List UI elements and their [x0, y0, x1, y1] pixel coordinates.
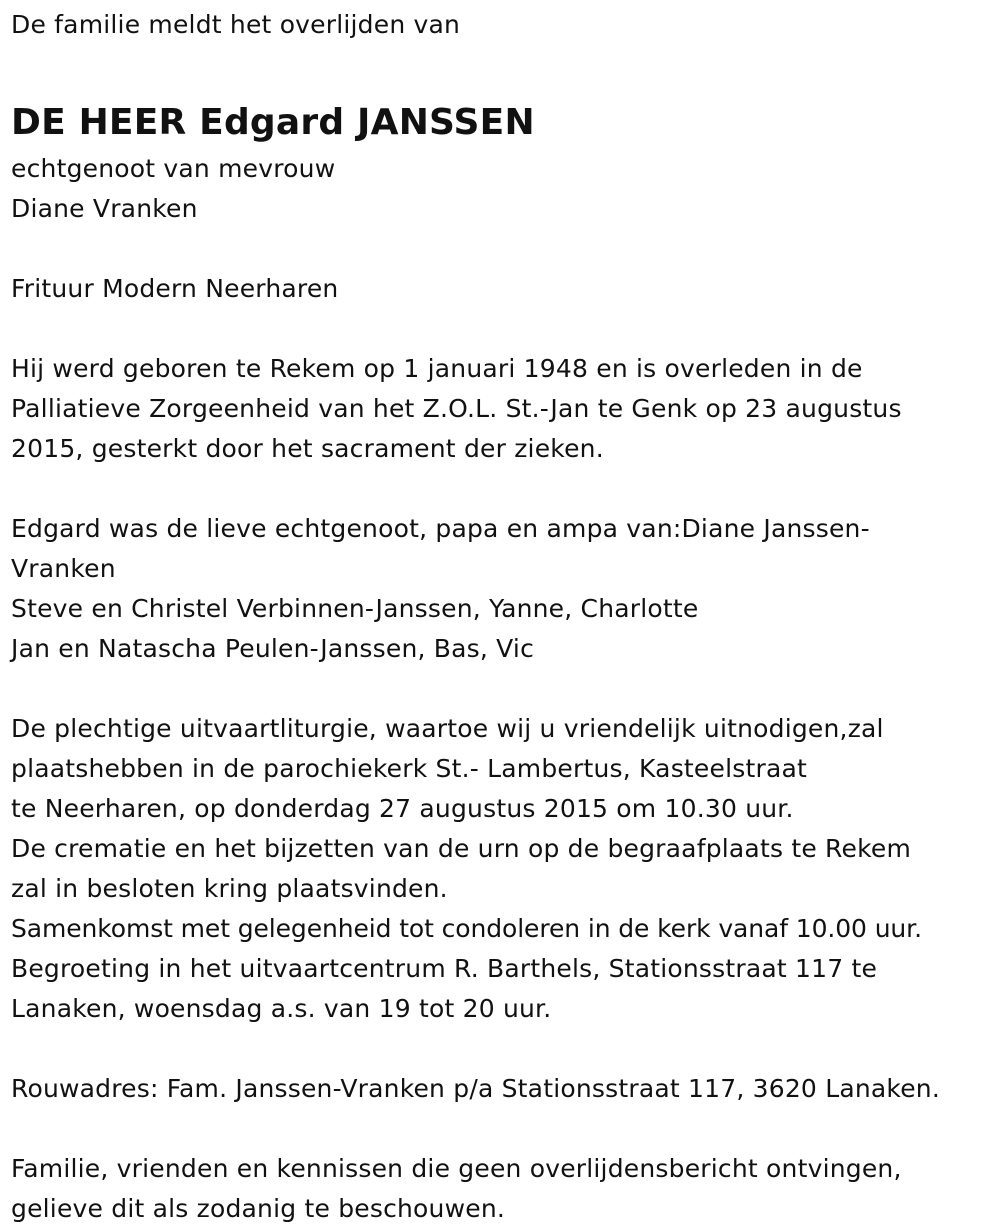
family-line-3: Steve en Christel Verbinnen-Janssen, Yanne, Charlotte: [11, 594, 699, 623]
address-line: Rouwadres: Fam. Janssen-Vranken p/a Stationsstraat 117, 3620 Lanaken.: [11, 1074, 940, 1103]
birth-death-line-2: Palliatieve Zorgeenheid van het Z.O.L. St.-Jan te Genk op 23 augustus: [11, 394, 902, 423]
funeral-line-1: De plechtige uitvaartliturgie, waartoe wij u vriendelijk uitnodigen,zal: [11, 714, 884, 743]
spacer: [11, 229, 996, 269]
family-line-4: Jan en Natascha Peulen-Janssen, Bas, Vic: [11, 634, 535, 663]
family-line-2: Vranken: [11, 554, 116, 583]
birth-death-line-3: 2015, gesterkt door het sacrament der zieken.: [11, 434, 604, 463]
intro-line: De familie meldt het overlijden van: [11, 10, 461, 39]
family-line-1: Edgard was de lieve echtgenoot, papa en ampa van:Diane Janssen-: [11, 514, 870, 543]
spouse-line-1: echtgenoot van mevrouw: [11, 154, 336, 183]
spacer: [11, 309, 996, 349]
funeral-line-3: te Neerharen, op donderdag 27 augustus 2015 om 10.30 uur.: [11, 794, 794, 823]
funeral-line-8: Lanaken, woensdag a.s. van 19 tot 20 uur.: [11, 994, 552, 1023]
closing-line-1: Familie, vrienden en kennissen die geen overlijdensbericht ontvingen,: [11, 1154, 902, 1183]
spacer: [11, 1029, 996, 1069]
closing-line-2: gelieve dit als zodanig te beschouwen.: [11, 1194, 506, 1223]
funeral-line-7: Begroeting in het uitvaartcentrum R. Barthels, Stationsstraat 117 te: [11, 954, 878, 983]
deceased-name: DE HEER Edgard JANSSEN: [11, 102, 535, 143]
business-line: Frituur Modern Neerharen: [11, 274, 339, 303]
spacer: [11, 669, 996, 709]
spacer: [11, 469, 996, 509]
funeral-line-5: zal in besloten kring plaatsvinden.: [11, 874, 448, 903]
death-notice: [11, 5, 996, 1229]
spouse-line-2: Diane Vranken: [11, 194, 198, 223]
funeral-line-4: De crematie en het bijzetten van de urn op de begraafplaats te Rekem: [11, 834, 912, 863]
funeral-line-6: Samenkomst met gelegenheid tot condoleren in de kerk vanaf 10.00 uur.: [11, 914, 922, 943]
funeral-line-2: plaatshebben in de parochiekerk St.- Lambertus, Kasteelstraat: [11, 754, 807, 783]
birth-death-line-1: Hij werd geboren te Rekem op 1 januari 1948 en is overleden in de: [11, 354, 863, 383]
spacer: [11, 1109, 996, 1149]
